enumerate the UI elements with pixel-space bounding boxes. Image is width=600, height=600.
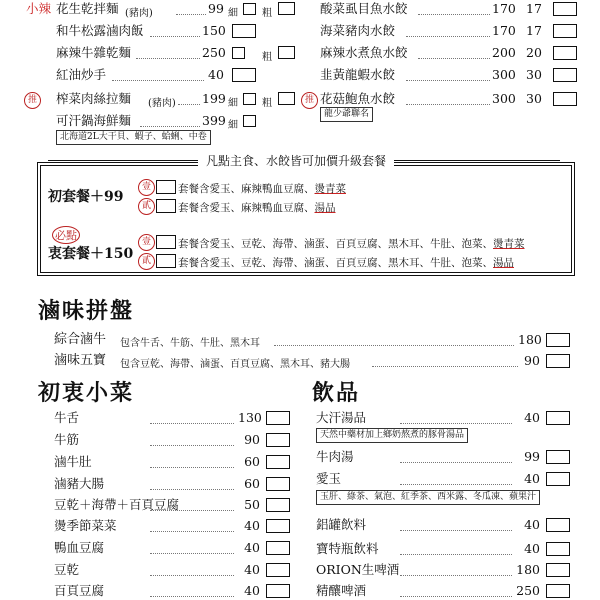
drink-price: 40 (524, 541, 540, 556)
menu-item-price: 130 (238, 410, 262, 425)
recommend-badge: 推 (301, 92, 318, 109)
drink-price: 99 (524, 449, 540, 464)
checkbox[interactable] (266, 563, 290, 577)
menu-item-name: 紅油炒手 (56, 67, 107, 82)
menu-item-name: 滷味五寶 (54, 353, 107, 368)
checkbox[interactable] (546, 450, 570, 464)
checkbox[interactable] (232, 24, 256, 38)
drink-price: 40 (524, 410, 540, 425)
menu-item-price: 150 (202, 23, 226, 38)
checkbox-thick[interactable] (278, 46, 295, 59)
menu-item-name: 百頁豆腐 (54, 583, 105, 598)
drink-name: 大汗湯品 (316, 410, 367, 425)
menu-item-name: 可汗鍋海鮮麵 (56, 113, 132, 128)
checkbox[interactable] (156, 235, 176, 249)
checkbox-thin[interactable] (243, 93, 256, 105)
drink-price: 250 (516, 583, 540, 598)
menu-item-name: 花菇鮑魚水餃 (320, 91, 396, 106)
checkbox[interactable] (156, 199, 176, 213)
menu-item-name: 鴨血豆腐 (54, 540, 105, 555)
checkbox-thin[interactable] (232, 47, 245, 59)
menu-item-price: 60 (244, 476, 260, 491)
drink-price: 180 (516, 562, 540, 577)
checkbox[interactable] (156, 180, 176, 194)
checkbox[interactable] (546, 472, 570, 486)
soup-note: 天然中藥材加上鄉奶熬煮的豚骨湯品 (316, 428, 468, 443)
checkbox[interactable] (553, 24, 577, 38)
menu-item-name: 花生乾拌麵 (56, 1, 119, 16)
checkbox[interactable] (266, 477, 290, 491)
checkbox[interactable] (553, 68, 577, 82)
drink-name: 寶特瓶飲料 (316, 541, 379, 556)
checkbox[interactable] (266, 411, 290, 425)
checkbox[interactable] (546, 518, 570, 532)
aiyu-note: 玉肝、綠茶、氣泡、紅季茶、西米露、冬瓜凍、蘋果汁 (316, 490, 540, 505)
menu-item-price: 40 (244, 518, 260, 533)
set2-name: 衷套餐＋150 (48, 246, 134, 262)
menu-item-name: 綜合滷牛 (54, 332, 107, 347)
must-order-badge: 必點 (52, 226, 80, 244)
collab-note: 龍少爺聯名 (320, 107, 373, 122)
menu-item-name: 燙季節菜菜 (54, 518, 117, 533)
set1-name: 初套餐＋99 (48, 189, 124, 205)
checkbox[interactable] (553, 92, 577, 106)
menu-item-name: 榨菜肉絲拉麵 (56, 91, 132, 106)
menu-item-name: 豆乾＋海帶＋百頁豆腐 (54, 497, 180, 512)
menu-item-name: 牛舌 (54, 410, 80, 425)
drink-name: 精釀啤酒 (316, 583, 367, 598)
checkbox[interactable] (232, 68, 256, 82)
checkbox[interactable] (266, 455, 290, 469)
combo-title: 凡點主食、水餃皆可加價升級套餐 (198, 153, 394, 169)
checkbox[interactable] (546, 411, 570, 425)
checkbox[interactable] (266, 498, 290, 512)
menu-item-price: 99 (208, 1, 224, 16)
drink-name: 牛肉湯 (316, 449, 354, 464)
menu-item-name: 牛筋 (54, 432, 80, 447)
menu-item-name: 酸菜虱目魚水餃 (320, 1, 408, 16)
menu-item-price: 40 (244, 562, 260, 577)
checkbox-thin[interactable] (243, 115, 256, 127)
menu-item-price: 60 (244, 454, 260, 469)
menu-item-name: 麻辣水煮魚水餃 (320, 45, 408, 60)
checkbox[interactable] (266, 519, 290, 533)
checkbox[interactable] (156, 254, 176, 268)
checkbox[interactable] (546, 333, 570, 347)
drink-name: 愛玉 (316, 471, 342, 486)
seafood-note: 北海道2L大干貝、蝦子、蛤蜊、中卷 (56, 130, 211, 145)
menu-item-price: 40 (208, 67, 224, 82)
checkbox[interactable] (546, 563, 570, 577)
menu-item-price: 399 (202, 113, 226, 128)
checkbox[interactable] (266, 584, 290, 598)
menu-item-name: 滷豬大腸 (54, 476, 105, 491)
menu-item-desc: (豬肉) (148, 98, 176, 109)
drink-price: 40 (524, 517, 540, 532)
menu-item-price: 40 (244, 540, 260, 555)
menu-item-name: 豆乾 (54, 562, 80, 577)
checkbox-thick[interactable] (278, 92, 295, 105)
menu-item-desc: 包含牛舌、牛筋、牛肚、黑木耳 (120, 338, 260, 349)
checkbox-thick[interactable] (278, 2, 295, 15)
checkbox[interactable] (266, 433, 290, 447)
menu-item-name: 麻辣牛雜乾麵 (56, 45, 132, 60)
checkbox[interactable] (546, 542, 570, 556)
drink-name: 鋁罐飲料 (316, 517, 367, 532)
drink-name: ORION生啤酒 (316, 562, 400, 577)
menu-item-price: 199 (202, 91, 226, 106)
menu-item-price: 90 (244, 432, 260, 447)
menu-item-price: 90 (524, 353, 540, 368)
checkbox[interactable] (553, 46, 577, 60)
checkbox[interactable] (546, 354, 570, 368)
menu-item-name: 和牛松露滷肉飯 (56, 23, 144, 38)
menu-item-name: 滷牛肚 (54, 454, 92, 469)
menu-item-price: 250 (202, 45, 226, 60)
recommend-badge: 推 (24, 92, 41, 109)
checkbox[interactable] (266, 541, 290, 555)
platter-heading: 滷味拼盤 (38, 298, 135, 324)
drinks-heading: 飲品 (312, 380, 361, 406)
menu-item-name: 海菜豬肉水餃 (320, 23, 396, 38)
drink-price: 40 (524, 471, 540, 486)
menu-item-price: 40 (244, 583, 260, 598)
spicy-badge: 小辣 (26, 1, 52, 16)
checkbox-thin[interactable] (243, 3, 256, 15)
checkbox[interactable] (546, 584, 570, 598)
menu-item-price: 180 (518, 332, 542, 347)
menu-item-price: 50 (244, 497, 260, 512)
menu-item-desc: 包含豆乾、海帶、滷蛋、百頁豆腐、黑木耳、豬大腸 (120, 359, 350, 370)
checkbox[interactable] (553, 2, 577, 16)
sides-heading: 初衷小菜 (38, 380, 135, 406)
menu-item-desc: (豬肉) (125, 8, 153, 19)
menu-item-name: 韭黃龍蝦水餃 (320, 67, 396, 82)
